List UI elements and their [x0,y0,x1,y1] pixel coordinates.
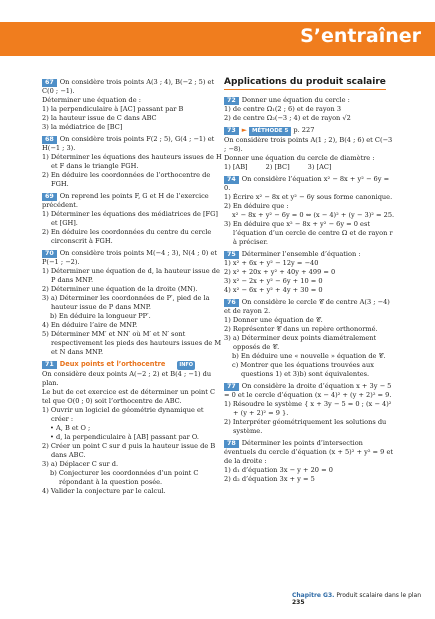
exercise-item: 3) a) Déterminer deux points diamétralement opposés de 𝒞. [224,334,377,351]
exercise-intro: On reprend les points F, G et H de l’exercice précédent. [42,192,209,209]
exercise-number: 69 [42,193,57,201]
header-banner [0,22,435,56]
exercise-item: c) Montrer que les équations trouvées aux questions 1) et 3)b) sont équivalentes. [232,361,374,378]
exercise-77 [224,382,396,436]
exercise-item: 1) Déterminer une équation de d, la hauteur issue de P dans MNP. [42,267,220,284]
exercise-goal: Le but de cet exercice est de déterminer un point C tel que O(0 ; 0) soit l’orthocentre de ABC. [42,388,216,405]
exercise-ask: Déterminer une équation de : [42,96,141,104]
exercise-item: 4) Valider la conjecture par le calcul. [42,487,166,495]
exercise-intro: On considère l’équation x² − 8x + y² − 6y = 0. [224,175,390,192]
exercise-item: 3) la médiatrice de [BC] [42,123,123,131]
exercise-number: 78 [224,440,239,448]
left-column [42,78,222,499]
exercise-item: 3) a) Déterminer les coordonnées de P′, pied de la hauteur issue de P dans MNP. [42,294,210,311]
exercise-68 [42,135,222,189]
footer [292,592,435,606]
page-title: S’entraîner [300,25,421,47]
page-number: 235 [292,599,305,606]
exercise-item: 2) Interpréter géométriquement les solutions du système. [224,418,387,435]
exercise-item: 1) de centre Ω₁(2 ; 6) et de rayon 3 [224,105,342,113]
exercise-intro: On considère le cercle 𝒞 de centre A(3 ; −4) et de rayon 2. [224,298,390,315]
exercise-number: 77 [224,383,239,391]
exercise-intro: Déterminer les points d’intersection éventuels du cercle d’équation (x + 5)² + y² = 9 et de la droite : [224,439,394,465]
exercise-number: 73 [224,127,239,135]
exercise-title: Deux points et l’orthocentre [59,360,166,368]
exercise-item: 4) x² − 6x + y² + 4y + 30 = 0 [224,286,323,294]
exercise-intro: On considère la droite d’équation x + 3y − 5 = 0 et le cercle d’équation (x − 4)² + (y + 2)² = 9. [224,382,392,399]
right-column [224,78,396,487]
exercise-item: 2) de centre Ω₂(−3 ; 4) et de rayon √2 [224,114,351,122]
exercise-number: 67 [42,79,57,87]
exercise-number: 75 [224,251,239,259]
exercise-item: 2) Représenter 𝒞 dans un repère orthonormé. [224,325,378,333]
exercise-item: 4) En déduire l’aire de MNP. [42,321,138,329]
exercise-number: 70 [42,250,57,258]
exercise-78 [224,439,396,484]
exercise-intro: Donner une équation du cercle : [241,96,350,104]
exercise-item: 1) x² + 6x + y² − 12y = −40 [224,259,319,267]
method-badge: MÉTHODE 5 [249,127,291,136]
exercise-67 [42,78,222,132]
exercise-number: 72 [224,97,239,105]
exercise-ask: Donner une équation du cercle de diamètre : [224,154,375,162]
exercise-item: 2) En déduire que : [224,202,289,210]
exercise-item: 2) d₂ d’équation 3x + y = 5 [224,475,315,483]
exercise-item: 2) En déduire les coordonnées de l’orthocentre de FGH. [42,171,211,188]
exercise-item: • A, B et O ; [50,424,91,432]
exercise-item: 3) [AC] [307,163,332,171]
exercise-item: 2) [BC] [265,163,290,171]
section-title: Applications du produit scalaire [224,78,386,90]
exercise-number: 68 [42,136,57,144]
exercise-intro: On considère deux points A(−2 ; 2) et B(4 ; −1) du plan. [42,370,212,387]
exercise-item: 1) Déterminer les équations des médiatrices de [FG] et [GH]. [42,210,218,227]
arrow-icon: ► [241,126,247,134]
exercise-intro: On considère trois points A(3 ; 4), B(−2 ; 5) et C(0 ; −1). [42,78,215,95]
exercise-item: 2) la hauteur issue de C dans ABC [42,114,157,122]
exercise-item: 1) Donner une équation de 𝒞. [224,316,323,324]
exercise-item: 2) x² + 20x + y² + 40y + 499 = 0 [224,268,336,276]
exercise-item: x² − 8x + y² − 6y = 0 ⇔ (x − 4)² + (y − 3)² = 25. [232,211,395,219]
exercise-72 [224,96,396,123]
exercise-item: b) En déduire la longueur PP′. [50,312,151,320]
exercise-item: b) Conjecturer les coordonnées d’un point C répondant à la question posée. [50,469,199,486]
exercise-item: 3) En déduire que x² − 8x + y² − 6y = 0 est l’équation d’un cercle de centre Ω et de rayon r à préciser. [224,220,393,246]
footer-chapter: Chapitre G3. [292,592,335,599]
exercise-item: 1) Déterminer les équations des hauteurs issues de H et F dans le triangle FGH. [42,153,222,170]
page-reference: p. 227 [293,126,315,134]
footer-text: Produit scalaire dans le plan [336,592,422,599]
exercise-number: 74 [224,176,239,184]
exercise-71 [42,360,222,496]
exercise-item: 1) la perpendiculaire à [AC] passant par B [42,105,184,113]
exercise-item: 2) En déduire les coordonnées du centre du cercle circonscrit à FGH. [42,228,212,245]
exercise-intro: On considère trois points M(−4 ; 3), N(4 ; 0) et P(−1 ; −2). [42,249,218,266]
exercise-item: 5) Déterminer MM′ et NN′ où M′ et N′ sont respectivement les pieds des hauteurs issues de M et N dans MNP. [42,330,222,356]
exercise-75 [224,250,396,295]
exercise-item: 2) Créer un point C sur d puis la hauteur issue de B dans ABC. [42,442,216,459]
exercise-intro: On considère trois points F(2 ; 5), G(4 ; −1) et H(−1 ; 3). [42,135,215,152]
exercise-73 [224,126,396,172]
exercise-item: b) En déduire une « nouvelle » équation de 𝒞. [232,352,386,360]
exercise-number: 76 [224,299,239,307]
exercise-number: 71 [42,361,57,369]
exercise-item: 1) [AB] [224,163,248,171]
exercise-item: 1) d₁ d’équation 3x − y + 20 = 0 [224,466,333,474]
info-badge: INFO [179,362,194,368]
exercise-item: 2) Déterminer une équation de la droite (MN). [42,285,198,293]
exercise-item: 1) Résoudre le système { x + 3y − 5 = 0 ; (x − 4)² + (y + 2)² = 9 }. [224,400,392,417]
exercise-item: 1) Ouvrir un logiciel de géométrie dynamique et créer : [42,406,204,423]
exercise-69 [42,192,222,246]
exercise-intro: Déterminer l’ensemble d’équation : [241,250,361,258]
exercise-76 [224,298,396,379]
exercise-item: 3) x² − 2x + y² − 6y + 10 = 0 [224,277,323,285]
exercise-intro: On considère trois points A(1 ; 2), B(4 ; 6) et C(−3 ; −8). [224,136,393,153]
exercise-item: 1) Écrire x² − 8x et y² − 6y sous forme canonique. [224,193,393,201]
exercise-74 [224,175,396,247]
exercise-item: 3) a) Déplacer C sur d. [42,460,119,468]
exercise-70 [42,249,222,357]
exercise-item: • d, la perpendiculaire à [AB] passant par O. [50,433,199,441]
